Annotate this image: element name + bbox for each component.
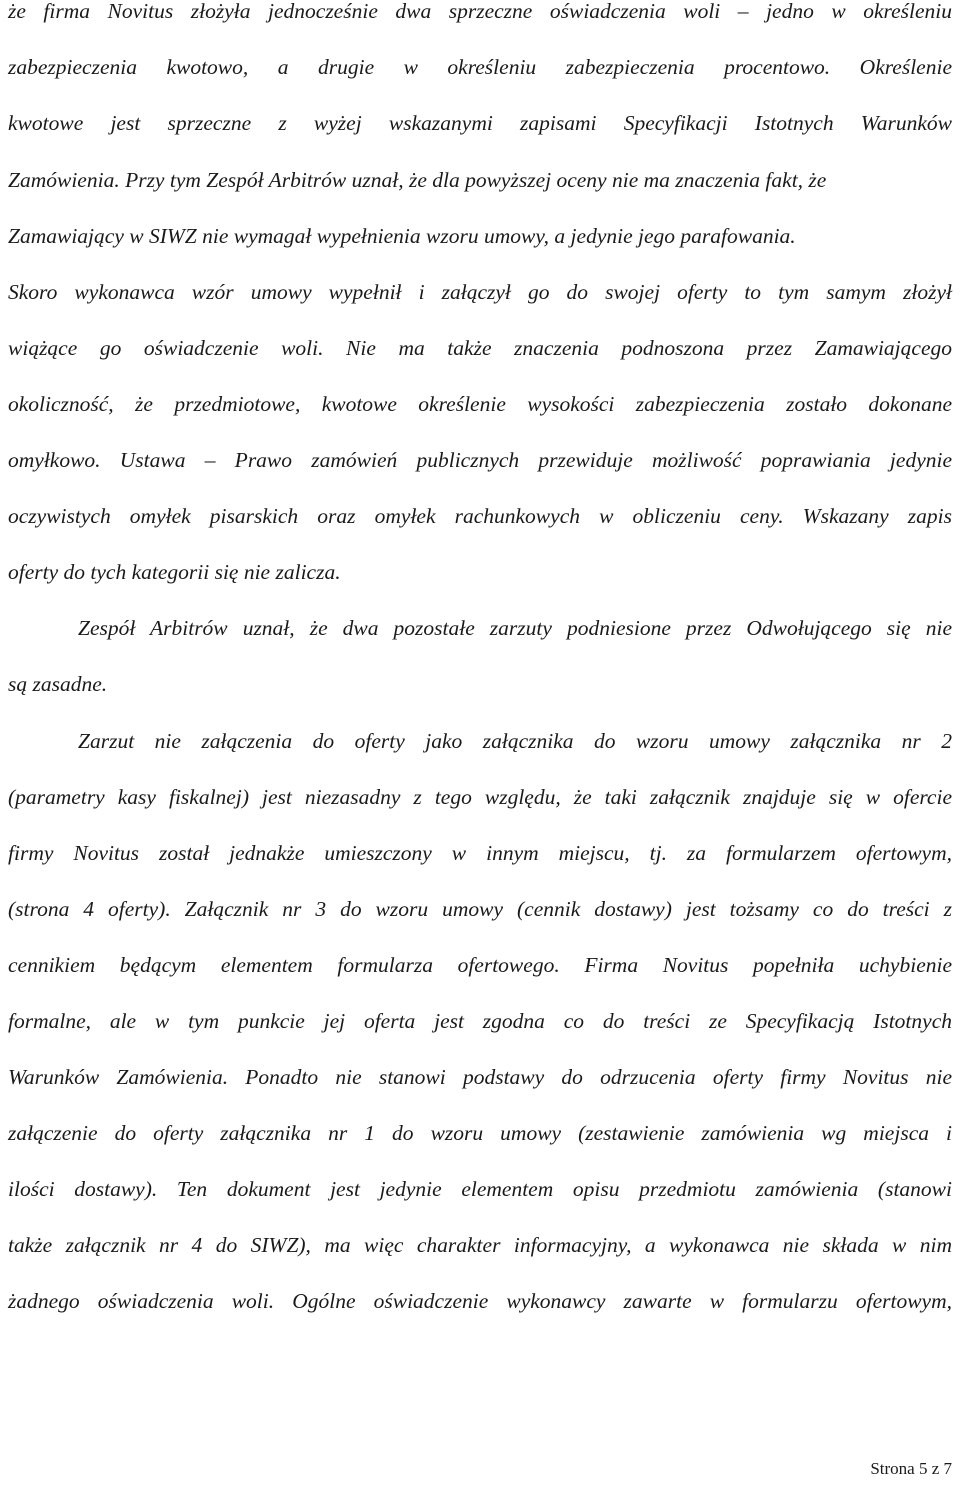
- text-line: cennikiem będącym elementem formularza ofertowego. Firma Novitus popełniła uchybienie: [8, 953, 952, 977]
- text-line: że firma Novitus złożyła jednocześnie dwa sprzeczne oświadczenia woli – jedno w określeniu: [8, 0, 952, 23]
- text-line: są zasadne.: [8, 672, 108, 696]
- text-line: oferty do tych kategorii się nie zalicza.: [8, 560, 341, 584]
- text-line: załączenie do oferty załącznika nr 1 do wzoru umowy (zestawienie zamówienia wg miejsca i: [8, 1121, 952, 1145]
- text-line: okoliczność, że przedmiotowe, kwotowe określenie wysokości zabezpieczenia zostało dokonane: [8, 392, 952, 416]
- text-line: Zamówienia. Przy tym Zespół Arbitrów uznał, że dla powyższej oceny nie ma znaczenia fakt, że: [8, 168, 827, 192]
- text-line: (strona 4 oferty). Załącznik nr 3 do wzoru umowy (cennik dostawy) jest tożsamy co do treści z: [8, 897, 952, 921]
- text-line: Zamawiający w SIWZ nie wymagał wypełnienia wzoru umowy, a jedynie jego parafowania.: [8, 224, 796, 248]
- text-line: omyłkowo. Ustawa – Prawo zamówień publicznych przewiduje możliwość poprawiania jedynie: [8, 448, 952, 472]
- text-line: zabezpieczenia kwotowo, a drugie w określeniu zabezpieczenia procentowo. Określenie: [8, 55, 952, 79]
- text-line: (parametry kasy fiskalnej) jest niezasadny z tego względu, że taki załącznik znajduje się w ofercie: [8, 785, 952, 809]
- text-line: także załącznik nr 4 do SIWZ), ma więc charakter informacyjny, a wykonawca nie składa w nim: [8, 1233, 952, 1257]
- text-line: ilości dostawy). Ten dokument jest jedynie elementem opisu przedmiotu zamówienia (stanowi: [8, 1177, 952, 1201]
- text-line: Skoro wykonawca wzór umowy wypełnił i załączył go do swojej oferty to tym samym złożył: [8, 280, 952, 304]
- text-line: Warunków Zamówienia. Ponadto nie stanowi podstawy do odrzucenia oferty firmy Novitus nie: [8, 1065, 952, 1089]
- paragraph-first-line: Zespół Arbitrów uznał, że dwa pozostałe zarzuty podniesione przez Odwołującego się nie: [78, 616, 952, 640]
- text-line: żadnego oświadczenia woli. Ogólne oświadczenie wykonawcy zawarte w formularzu ofertowym,: [8, 1289, 952, 1313]
- text-line: oczywistych omyłek pisarskich oraz omyłek rachunkowych w obliczeniu ceny. Wskazany zapis: [8, 504, 952, 528]
- paragraph-first-line: Zarzut nie załączenia do oferty jako załącznika do wzoru umowy załącznika nr 2: [78, 729, 952, 753]
- text-line: formalne, ale w tym punkcie jej oferta jest zgodna co do treści ze Specyfikacją Istotnych: [8, 1009, 952, 1033]
- text-line: firmy Novitus został jednakże umieszczony w innym miejscu, tj. za formularzem ofertowym,: [8, 841, 952, 865]
- text-line: wiążące go oświadczenie woli. Nie ma także znaczenia podnoszona przez Zamawiającego: [8, 336, 952, 360]
- text-line: kwotowe jest sprzeczne z wyżej wskazanymi zapisami Specyfikacji Istotnych Warunków: [8, 111, 952, 135]
- page-number: Strona 5 z 7: [870, 1459, 952, 1478]
